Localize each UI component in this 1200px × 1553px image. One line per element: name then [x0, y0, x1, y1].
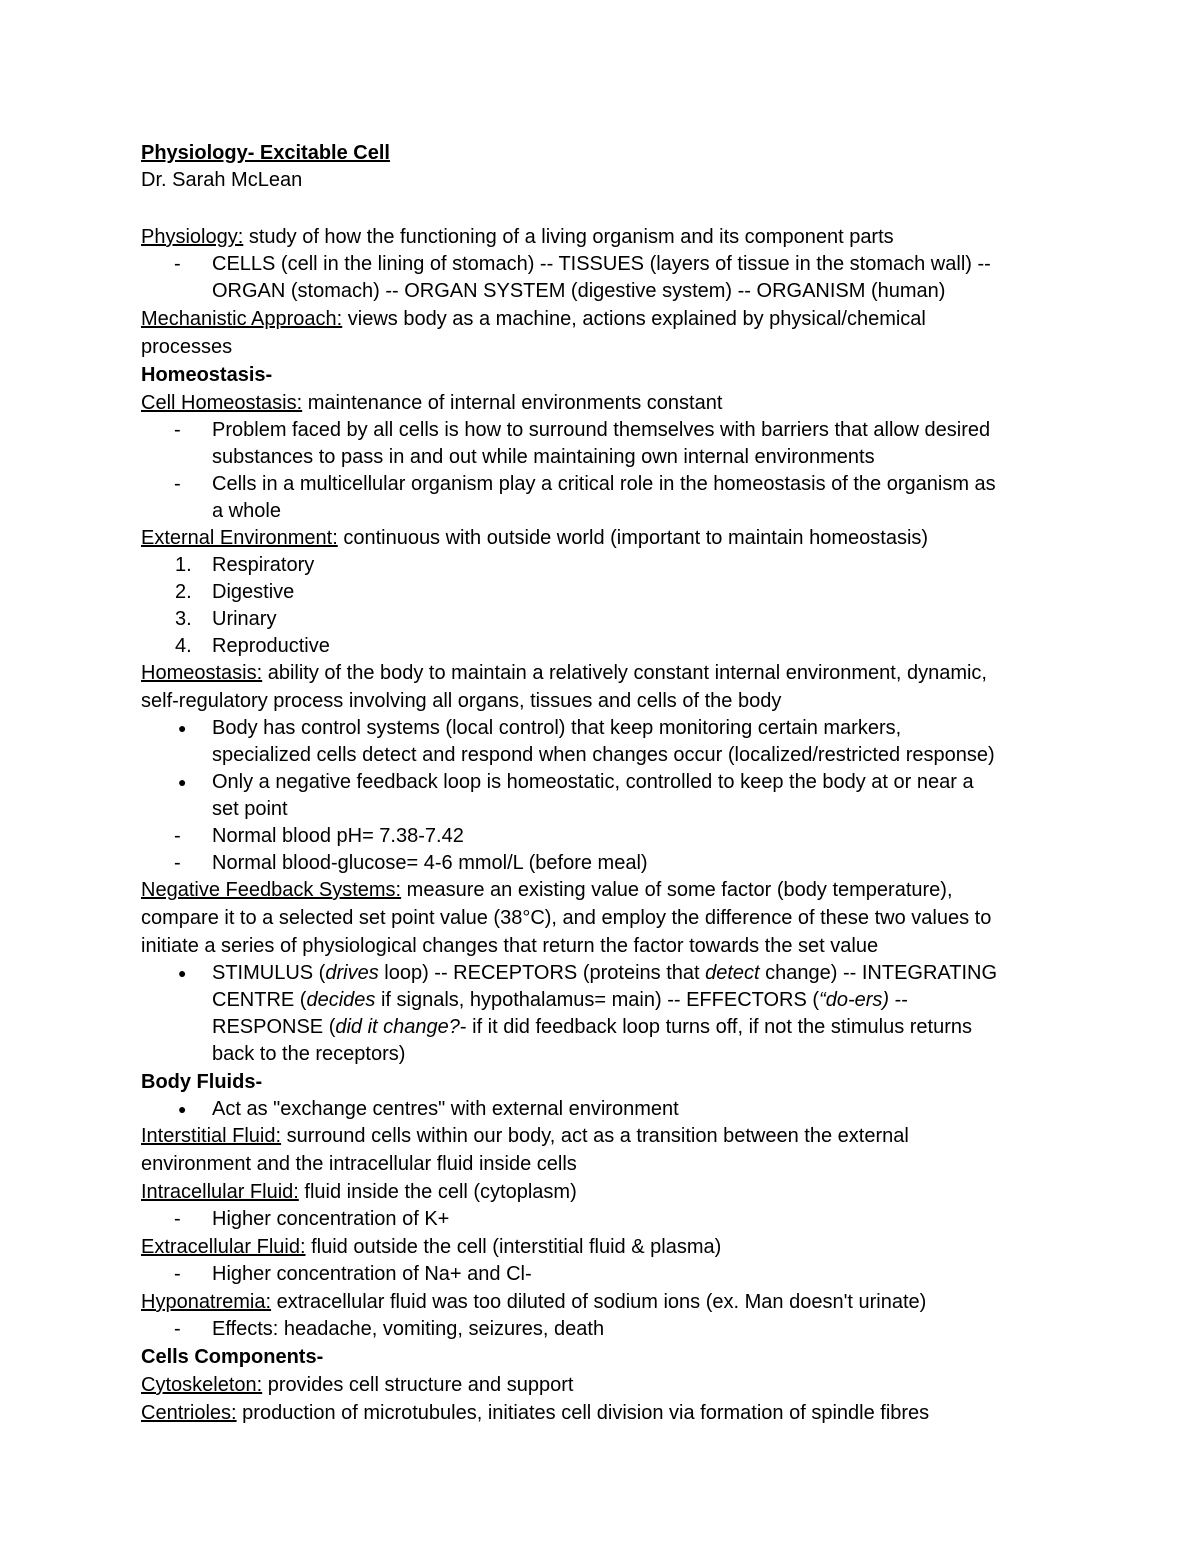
- term: Intracellular Fluid:: [141, 1181, 299, 1203]
- definition-mechanistic: Mechanistic Approach: views body as a machine, actions explained by physical/chemical: [141, 308, 926, 330]
- dash-marker: -: [174, 852, 181, 874]
- list-item: - Higher concentration of Na+ and Cl-: [141, 1261, 1066, 1288]
- numbered-item: 2. Digestive: [141, 579, 1066, 606]
- bullet-item-continuation: back to the receptors): [212, 1043, 406, 1065]
- bullet-item-continuation: RESPONSE (did it change?- if it did feedback loop turns off, if not the stimulus returns: [212, 1016, 973, 1038]
- definition-hyponatremia: Hyponatremia: extracellular fluid was too diluted of sodium ions (ex. Man doesn't urinate): [141, 1291, 927, 1313]
- term: Hyponatremia:: [141, 1291, 272, 1313]
- bullet-item-continuation: CENTRE (decides if signals, hypothalamus= main) -- EFFECTORS (“do-ers) --: [212, 989, 908, 1011]
- bullet-item: ● STIMULUS (drives loop) -- RECEPTORS (proteins that detect change) -- INTEGRATING: [141, 960, 1066, 987]
- author-line: Dr. Sarah McLean: [141, 169, 303, 191]
- dash-marker: -: [174, 1263, 181, 1285]
- dash-marker: -: [174, 473, 181, 495]
- dash-marker: -: [174, 419, 181, 441]
- bullet-marker: ●: [178, 720, 187, 736]
- section-heading-body-fluids: Body Fluids-: [141, 1071, 263, 1093]
- list-item: - Normal blood-glucose= 4-6 mmol/L (before meal): [141, 850, 1066, 877]
- number-marker: 1.: [175, 554, 192, 576]
- bullet-item: ● Only a negative feedback loop is homeostatic, controlled to keep the body at or near a: [141, 769, 1066, 796]
- definition-interstitial-fluid: Interstitial Fluid: surround cells within our body, act as a transition between the external: [141, 1125, 909, 1147]
- dash-marker: -: [174, 253, 181, 275]
- number-marker: 2.: [175, 581, 192, 603]
- term: Cell Homeostasis:: [141, 392, 303, 414]
- definition-continuation: environment and the intracellular fluid inside cells: [141, 1153, 577, 1175]
- list-item: - Higher concentration of K+: [141, 1206, 1066, 1233]
- term: Physiology:: [141, 226, 244, 248]
- bullet-item: ● Act as "exchange centres" with external environment: [141, 1096, 1066, 1123]
- definition-negative-feedback: Negative Feedback Systems: measure an existing value of some factor (body temperature),: [141, 879, 953, 901]
- definition-external-environment: External Environment: continuous with outside world (important to maintain homeostasis): [141, 527, 929, 549]
- term: Mechanistic Approach:: [141, 308, 343, 330]
- term: Negative Feedback Systems:: [141, 879, 402, 901]
- numbered-item: 3. Urinary: [141, 606, 1066, 633]
- number-marker: 4.: [175, 635, 192, 657]
- numbered-item: 1. Respiratory: [141, 552, 1066, 579]
- term: Interstitial Fluid:: [141, 1125, 282, 1147]
- list-item-continuation: ORGAN (stomach) -- ORGAN SYSTEM (digestive system) -- ORGANISM (human): [212, 280, 946, 302]
- bullet-item-continuation: specialized cells detect and respond when changes occur (localized/restricted response): [212, 744, 995, 766]
- list-item-continuation: substances to pass in and out while maintaining own internal environments: [212, 446, 875, 468]
- definition-centrioles: Centrioles: production of microtubules, initiates cell division via formation of spindle fibres: [141, 1402, 930, 1424]
- term: Homeostasis:: [141, 662, 263, 684]
- bullet-marker: ●: [178, 774, 187, 790]
- section-heading-homeostasis: Homeostasis-: [141, 364, 273, 386]
- spacer: [141, 194, 1066, 224]
- list-item: - Problem faced by all cells is how to surround themselves with barriers that allow desired: [141, 417, 1066, 444]
- list-item: - Effects: headache, vomiting, seizures, death: [141, 1316, 1066, 1343]
- term: Centrioles:: [141, 1402, 237, 1424]
- definition-homeostasis: Homeostasis: ability of the body to maintain a relatively constant internal environment, dynamic,: [141, 662, 987, 684]
- list-item: - Normal blood pH= 7.38-7.42: [141, 823, 1066, 850]
- bullet-item: ● Body has control systems (local control) that keep monitoring certain markers,: [141, 715, 1066, 742]
- term: Cytoskeleton:: [141, 1374, 263, 1396]
- definition-physiology: [141, 224, 1066, 251]
- term: External Environment:: [141, 527, 338, 549]
- document-body: [141, 140, 1066, 1427]
- definition-intracellular-fluid: Intracellular Fluid: fluid inside the cell (cytoplasm): [141, 1181, 577, 1203]
- document-title: Physiology- Excitable Cell: [141, 142, 390, 164]
- definition-continuation: initiate a series of physiological changes that return the factor towards the set value: [141, 935, 879, 957]
- list-item: - Cells in a multicellular organism play a critical role in the homeostasis of the organism as: [141, 471, 1066, 498]
- bullet-marker: ●: [178, 1101, 187, 1117]
- definition-continuation: self-regulatory process involving all organs, tissues and cells of the body: [141, 690, 782, 712]
- definition-text: study of how the functioning of a living organism and its component parts: [243, 226, 894, 248]
- section-heading-cells-components: Cells Components-: [141, 1346, 324, 1368]
- bullet-item-continuation: set point: [212, 798, 288, 820]
- bullet-marker: ●: [178, 965, 187, 981]
- definition-cell-homeostasis: Cell Homeostasis: maintenance of internal environments constant: [141, 392, 723, 414]
- numbered-item: 4. Reproductive: [141, 633, 1066, 660]
- dash-marker: -: [174, 825, 181, 847]
- definition-cytoskeleton: Cytoskeleton: provides cell structure and support: [141, 1374, 574, 1396]
- definition-continuation: processes: [141, 336, 233, 358]
- definition-extracellular-fluid: Extracellular Fluid: fluid outside the cell (interstitial fluid & plasma): [141, 1236, 722, 1258]
- list-item: - CELLS (cell in the lining of stomach) -- TISSUES (layers of tissue in the stomach wall) --: [141, 251, 1066, 278]
- dash-marker: -: [174, 1208, 181, 1230]
- number-marker: 3.: [175, 608, 192, 630]
- dash-marker: -: [174, 1318, 181, 1340]
- list-item-continuation: a whole: [212, 500, 281, 522]
- definition-continuation: compare it to a selected set point value (38°C), and employ the difference of these two values to: [141, 907, 992, 929]
- term: Extracellular Fluid:: [141, 1236, 306, 1258]
